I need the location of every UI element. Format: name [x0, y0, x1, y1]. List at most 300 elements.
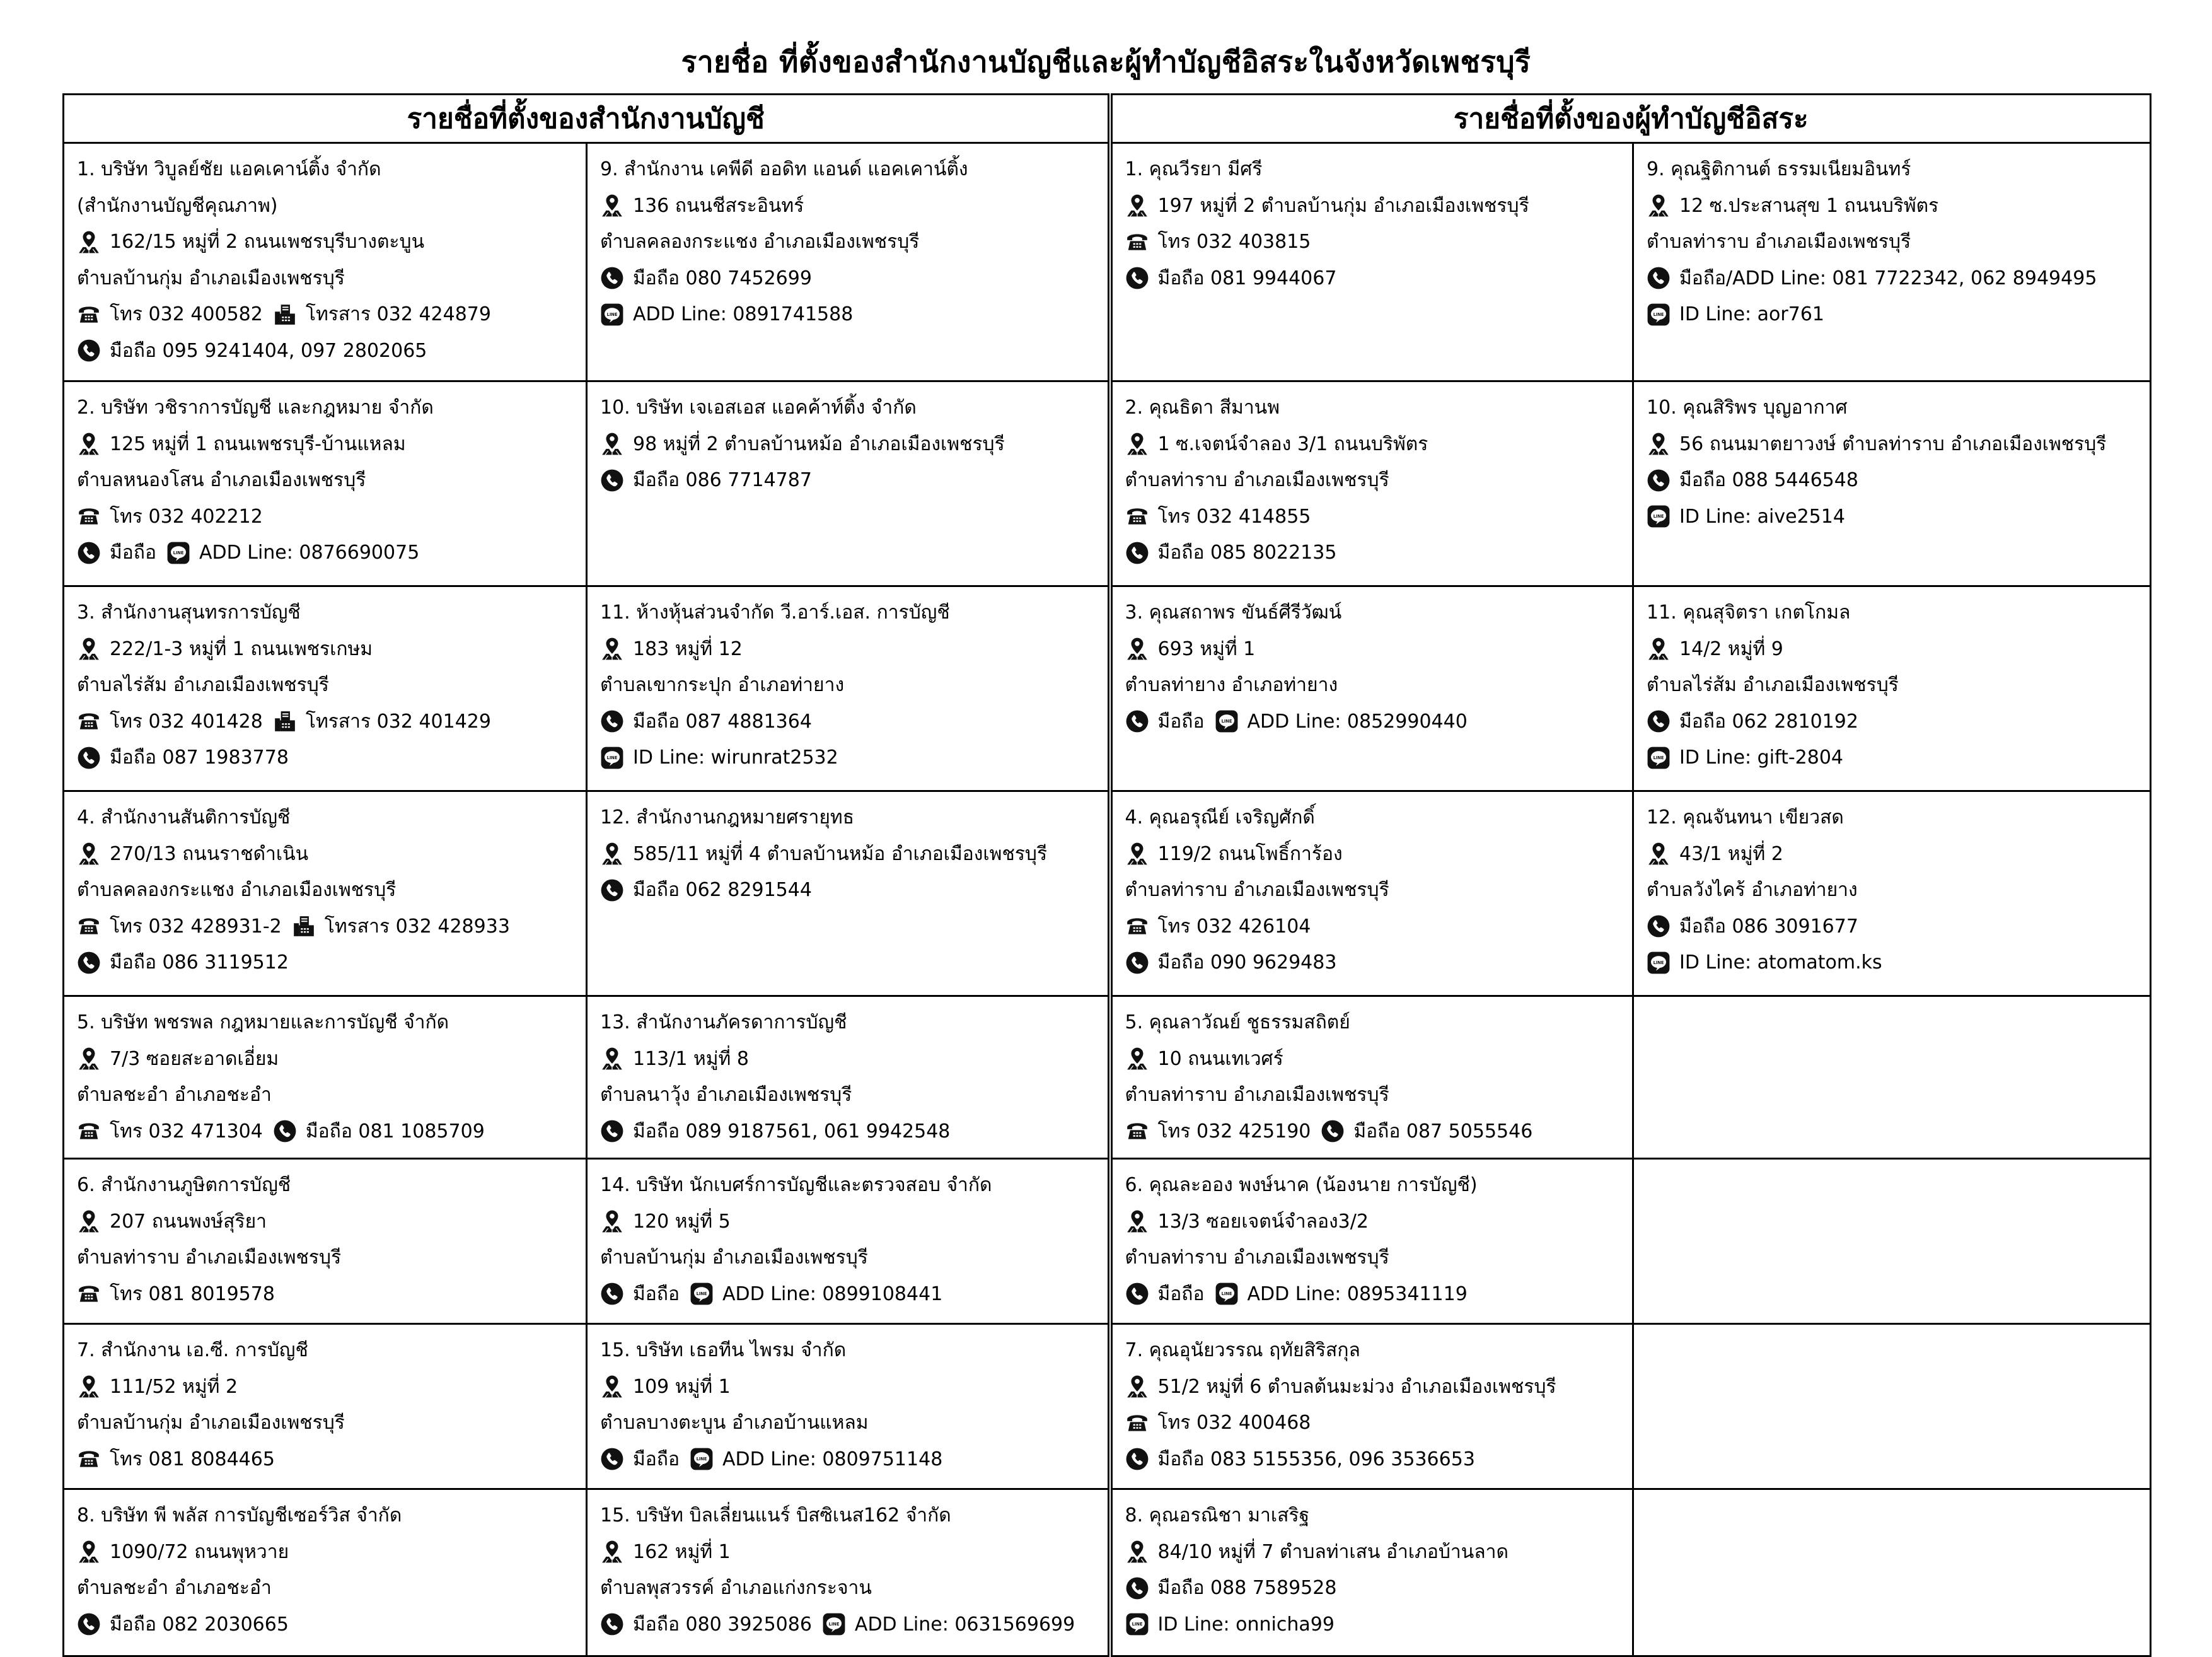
entry-text: มือถือ 095 9241404, 097 2802065 [110, 339, 427, 362]
mobile-icon [77, 339, 101, 363]
entry-text: 693 หมู่ที่ 1 [1157, 637, 1256, 660]
entry-text: ID Line: atomatom.ks [1679, 951, 1882, 974]
location-icon [1125, 1209, 1149, 1233]
entry-text: 2. บริษัท วชิราการบัญชี และกฎหมาย จำกัด [77, 397, 434, 419]
entry-detail [1125, 535, 1633, 571]
entry-name [77, 390, 586, 426]
entry-detail [1647, 188, 2150, 224]
entry-text: มือถือ/ADD Line: 081 7722342, 062 8949495 [1679, 267, 2097, 289]
entry-detail [600, 1113, 1108, 1150]
location-icon [600, 432, 624, 456]
entry-name [77, 1497, 586, 1534]
location-icon [77, 1540, 101, 1564]
table-cell [587, 996, 1110, 1159]
mobile-icon [1125, 951, 1149, 975]
entry-detail [600, 1204, 1108, 1240]
svg-text:LINE: LINE [696, 1291, 707, 1297]
entry-detail [77, 426, 586, 463]
entry-text: 2. คุณธิดา สีมานพ [1125, 397, 1280, 419]
entry-detail [77, 1534, 586, 1571]
entry-detail [1125, 1276, 1633, 1313]
mobile-icon [600, 266, 624, 290]
entry-detail [1125, 188, 1633, 224]
entry-detail [600, 188, 1108, 224]
entry-detail [600, 1077, 1108, 1113]
line-icon [1647, 746, 1671, 770]
entry-text: 14/2 หมู่ที่ 9 [1679, 637, 1783, 660]
entry-text: ID Line: gift-2804 [1679, 747, 1844, 769]
entry-detail [77, 224, 586, 260]
entry-text: ADD Line: 0809751148 [722, 1448, 943, 1470]
entry-detail [77, 1369, 586, 1405]
fax-icon [273, 709, 297, 733]
entry-text: 6. สำนักงานภูษิตการบัญชี [77, 1174, 291, 1196]
svg-text:LINE: LINE [1653, 755, 1664, 760]
svg-text:LINE: LINE [1221, 719, 1232, 724]
entry-text: โทร 032 403815 [1157, 231, 1311, 253]
table-cell [1110, 381, 1633, 586]
entry-detail [600, 1441, 1108, 1478]
phone-icon [77, 1119, 101, 1143]
entry-name [77, 799, 586, 836]
entry-detail [1647, 426, 2150, 463]
table-cell [64, 1159, 587, 1324]
entry-text: โทร 081 8084465 [110, 1448, 275, 1470]
phone-icon [77, 1282, 101, 1306]
entry-detail [1125, 1240, 1633, 1276]
location-icon [600, 1375, 624, 1398]
entry-detail [600, 426, 1108, 463]
table-cell [1633, 791, 2151, 996]
location-icon [1647, 842, 1671, 866]
entry-text: 15. บริษัท เธอทีน ไพรม จำกัด [600, 1339, 847, 1361]
entry-text: ตำบลท่ายาง อำเภอท่ายาง [1125, 674, 1338, 696]
phone-icon [77, 504, 101, 528]
svg-text:LINE: LINE [828, 1622, 840, 1627]
entry-detail [1125, 260, 1633, 297]
entry-detail [77, 740, 586, 776]
entry-text: มือถือ 087 1983778 [110, 747, 289, 769]
entry-detail [77, 1441, 586, 1478]
entry-detail [600, 1570, 1108, 1607]
location-icon [1647, 194, 1671, 218]
entry-name [600, 390, 1108, 426]
entry-text: ตำบลท่าราบ อำเภอเมืองเพชรบุรี [1125, 469, 1389, 491]
entry-text: โทรสาร 032 428933 [324, 915, 510, 938]
entry-text: ตำบลคลองกระแชง อำเภอเมืองเพชรบุรี [77, 879, 397, 901]
entry-text: ตำบลคลองกระแชง อำเภอเมืองเพชรบุรี [600, 231, 920, 253]
entry-detail [77, 1276, 586, 1313]
entry-detail [1125, 426, 1633, 463]
entry-text: 1. บริษัท วิบูลย์ชัย แอคเคาน์ติ้ง จำกัด [77, 158, 381, 180]
location-icon [1125, 842, 1149, 866]
entry-detail [1647, 296, 2150, 333]
entry-detail [1125, 224, 1633, 260]
entry-text: 3. สำนักงานสุนทรการบัญชี [77, 602, 301, 624]
location-icon [77, 230, 101, 254]
entry-detail [77, 296, 586, 333]
entry-detail [600, 1534, 1108, 1571]
mobile-icon [600, 878, 624, 902]
entry-text: ตำบลท่าราบ อำเภอเมืองเพชรบุรี [1125, 879, 1389, 901]
entry-detail [600, 631, 1108, 668]
phone-icon [77, 303, 101, 327]
entry-text: มือถือ [110, 542, 156, 564]
mobile-icon [77, 1612, 101, 1636]
entry-detail [1125, 1441, 1633, 1478]
entry-text: 12. คุณจันทนา เขียวสด [1647, 806, 1844, 828]
table-cell [1633, 996, 2151, 1159]
location-icon [1125, 637, 1149, 661]
svg-text:LINE: LINE [1653, 960, 1664, 965]
location-icon [600, 1540, 624, 1564]
line-icon [1647, 504, 1671, 528]
location-icon [77, 637, 101, 661]
entry-text: 7/3 ซอยสะอาดเอี่ยม [110, 1047, 279, 1070]
location-icon [1125, 1375, 1149, 1398]
entry-detail [1647, 836, 2150, 873]
entry-text: มือถือ 089 9187561, 061 9942548 [633, 1120, 951, 1142]
entry-text: ตำบลท่าราบ อำเภอเมืองเพชรบุรี [1125, 1247, 1389, 1269]
entry-text: มือถือ 088 7589528 [1157, 1577, 1337, 1599]
table-cell [587, 143, 1110, 381]
entry-detail [1125, 1369, 1633, 1405]
entry-text: 15. บริษัท บิลเลี่ยนแนร์ บิสซิเนส162 จำกัด [600, 1504, 951, 1526]
entry-detail [77, 945, 586, 981]
entry-text: 4. สำนักงานสันติการบัญชี [77, 806, 291, 828]
entry-name [600, 595, 1108, 631]
entry-name [1125, 595, 1633, 631]
svg-text:LINE: LINE [1653, 311, 1664, 317]
phone-icon [1125, 504, 1149, 528]
entry-detail [600, 740, 1108, 776]
entry-text: 6. คุณละออง พงษ์นาค (น้องนาย การบัญชี) [1125, 1174, 1478, 1196]
table-row [64, 143, 2151, 381]
table-cell [1633, 586, 2151, 791]
table-cell [1110, 1489, 1633, 1656]
entry-detail [77, 462, 586, 499]
location-icon [600, 842, 624, 866]
entry-detail [77, 260, 586, 297]
entry-name [1125, 1167, 1633, 1204]
entry-text: 8. บริษัท พี พลัส การบัญชีเซอร์วิส จำกัด [77, 1504, 402, 1526]
table-cell [64, 381, 587, 586]
location-icon [77, 432, 101, 456]
entry-detail [1125, 499, 1633, 535]
entry-detail [1647, 872, 2150, 909]
table-cell [1633, 1159, 2151, 1324]
entry-detail [1647, 224, 2150, 260]
entry-text: ตำบลพุสวรรค์ อำเภอแก่งกระจาน [600, 1577, 872, 1599]
entry-detail [1125, 945, 1633, 981]
entry-detail [1125, 1570, 1633, 1607]
line-icon [690, 1282, 714, 1306]
entry-text: มือถือ 082 2030665 [110, 1613, 289, 1636]
entry-text: 9. คุณฐิติกานต์ ธรรมเนียมอินทร์ [1647, 158, 1911, 180]
mobile-icon [77, 746, 101, 770]
entry-name [1125, 151, 1633, 188]
entry-name [77, 1167, 586, 1204]
entry-text: มือถือ 062 2810192 [1679, 710, 1858, 733]
entry-text: มือถือ [1157, 710, 1205, 733]
entry-text: ADD Line: 0891741588 [633, 303, 854, 325]
entry-detail [600, 1405, 1108, 1441]
entry-detail [1647, 704, 2150, 740]
entry-detail [77, 535, 586, 571]
entry-text: ADD Line: 0899108441 [722, 1282, 943, 1305]
entry-text: มือถือ [633, 1282, 680, 1305]
location-icon [77, 1047, 101, 1071]
table-cell [64, 791, 587, 996]
entry-detail [1125, 1405, 1633, 1441]
phone-icon [77, 914, 101, 938]
entry-text: ตำบลไร่ส้ม อำเภอเมืองเพชรบุรี [77, 674, 329, 696]
mobile-icon [1647, 914, 1671, 938]
location-icon [600, 1047, 624, 1071]
table-cell [587, 1159, 1110, 1324]
entry-text: มือถือ 087 5055546 [1353, 1120, 1533, 1142]
entry-detail [77, 704, 586, 740]
entry-text: 13. สำนักงานภัครดาการบัญชี [600, 1011, 847, 1033]
entry-detail [77, 1204, 586, 1240]
entry-text: ID Line: aive2514 [1679, 505, 1845, 528]
svg-text:LINE: LINE [173, 550, 184, 555]
fax-icon [292, 914, 316, 938]
page-title: รายชื่อ ที่ตั้งของสำนักงานบัญชีและผู้ทำบัญชีอิสระในจังหวัดเพชรบุรี [681, 45, 1531, 79]
entry-text: 3. คุณสถาพร ขันธ์ศีรีวัฒน์ [1125, 602, 1342, 624]
entry-text: 14. บริษัท นักเบศร์การบัญชีและตรวจสอบ จำกัด [600, 1174, 992, 1196]
mobile-icon [600, 1447, 624, 1471]
entry-text: 113/1 หมู่ที่ 8 [633, 1047, 749, 1070]
location-icon [600, 1209, 624, 1233]
mobile-icon [1647, 709, 1671, 733]
entry-detail [77, 631, 586, 668]
entry-text: โทร 032 401428 [110, 710, 263, 733]
entry-text: โทร 032 402212 [110, 505, 263, 528]
entry-name [1125, 799, 1633, 836]
entry-text: 1. คุณวีรยา มีศรี [1125, 158, 1263, 180]
entry-detail [1125, 667, 1633, 704]
location-icon [1125, 432, 1149, 456]
location-icon [1125, 1540, 1149, 1564]
entry-text: มือถือ [1157, 1282, 1205, 1305]
entry-detail [1125, 1077, 1633, 1113]
entry-text: 222/1-3 หมู่ที่ 1 ถนนเพชรเกษม [110, 637, 373, 660]
entry-name [600, 1332, 1108, 1369]
entry-detail [600, 872, 1108, 909]
phone-icon [77, 1447, 101, 1471]
entry-text: มือถือ 085 8022135 [1157, 542, 1337, 564]
fax-icon [273, 303, 297, 327]
entry-text: มือถือ 081 9944067 [1157, 267, 1337, 289]
entry-detail [77, 1570, 586, 1607]
entry-text: ตำบลชะอำ อำเภอชะอำ [77, 1084, 272, 1106]
entry-text: 9. สำนักงาน เคพีดี ออดิท แอนด์ แอคเคาน์ติ้ง [600, 158, 968, 180]
entry-detail [1647, 631, 2150, 668]
entry-text: โทร 032 426104 [1157, 915, 1311, 938]
entry-text: ADD Line: 0852990440 [1247, 710, 1468, 733]
entry-name [600, 1497, 1108, 1534]
svg-text:LINE: LINE [1132, 1622, 1142, 1627]
entry-name [77, 1332, 586, 1369]
mobile-icon [1125, 1576, 1149, 1600]
mobile-icon [77, 951, 101, 975]
entry-text: ตำบลนาวุ้ง อำเภอเมืองเพชรบุรี [600, 1084, 852, 1106]
entry-text: ตำบลชะอำ อำเภอชะอำ [77, 1577, 272, 1599]
entry-text: มือถือ 090 9629483 [1157, 951, 1337, 974]
entry-text: 98 หมู่ที่ 2 ตำบลบ้านหม้อ อำเภอเมืองเพชรบุรี [633, 433, 1005, 455]
entry-text: ตำบลท่าราบ อำเภอเมืองเพชรบุรี [1125, 1084, 1389, 1106]
mobile-icon [600, 709, 624, 733]
entry-name [600, 151, 1108, 188]
entry-detail [1125, 836, 1633, 873]
entry-text: ADD Line: 0895341119 [1247, 1282, 1468, 1305]
entry-text: 5. คุณลาวัณย์ ชูธรรมสถิตย์ [1125, 1011, 1350, 1033]
mobile-icon [1125, 1282, 1149, 1306]
entry-detail [77, 872, 586, 909]
entry-text: ตำบลไร่ส้ม อำเภอเมืองเพชรบุรี [1647, 674, 1899, 696]
entry-text: โทรสาร 032 401429 [305, 710, 491, 733]
entry-text: 120 หมู่ที่ 5 [633, 1210, 731, 1233]
location-icon [1647, 432, 1671, 456]
entry-text: ADD Line: 0876690075 [199, 542, 420, 564]
entry-text: 12 ซ.ประสานสุข 1 ถนนบริพัตร [1679, 194, 1939, 217]
location-icon [77, 1209, 101, 1233]
entry-text: มือถือ 088 5446548 [1679, 469, 1858, 491]
table-cell [64, 586, 587, 791]
mobile-icon [1647, 266, 1671, 290]
entry-name [1125, 1004, 1633, 1041]
entry-text: 136 ถนนชีสระอินทร์ [633, 194, 804, 217]
entry-text: ตำบลบ้านกุ่ม อำเภอเมืองเพชรบุรี [77, 1412, 345, 1434]
entry-detail [600, 836, 1108, 873]
entry-detail [77, 1607, 586, 1643]
entry-detail [1125, 1607, 1633, 1643]
table-cell [1633, 381, 2151, 586]
entry-text: (สำนักงานบัญชีคุณภาพ) [77, 194, 278, 217]
entry-text: 10 ถนนเทเวศร์ [1157, 1047, 1283, 1070]
entry-text: โทร 032 414855 [1157, 505, 1311, 528]
svg-text:LINE: LINE [606, 311, 618, 317]
entry-text: 585/11 หมู่ที่ 4 ตำบลบ้านหม้อ อำเภอเมืองเพชรบุรี [633, 842, 1048, 865]
entry-text: 125 หมู่ที่ 1 ถนนเพชรบุรี-บ้านแหลม [110, 433, 406, 455]
entry-name [1647, 799, 2150, 836]
entry-text: ตำบลบ้านกุ่ม อำเภอเมืองเพชรบุรี [600, 1247, 868, 1269]
entry-detail [77, 1405, 586, 1441]
table-cell [1110, 791, 1633, 996]
directory-table [62, 93, 2151, 1657]
entry-detail [600, 1276, 1108, 1313]
table-cell [1110, 1159, 1633, 1324]
line-icon [166, 541, 190, 565]
entry-text: โทร 081 8019578 [110, 1282, 275, 1305]
phone-icon [1125, 914, 1149, 938]
phone-icon [1125, 230, 1149, 254]
entry-text: 4. คุณอรุณีย์ เจริญศักดิ์ [1125, 806, 1315, 828]
entry-detail [1647, 740, 2150, 776]
location-icon [77, 1375, 101, 1398]
phone-icon [1125, 1411, 1149, 1435]
phone-icon [77, 709, 101, 733]
entry-text: 270/13 ถนนราชดำเนิน [110, 842, 309, 865]
entry-text: โทร 032 400582 [110, 303, 263, 325]
location-icon [77, 842, 101, 866]
entry-name [600, 1167, 1108, 1204]
line-icon [1647, 303, 1671, 327]
entry-detail [1647, 260, 2150, 297]
entry-name [1125, 390, 1633, 426]
entry-text: 13/3 ซอยเจตน์จำลอง3/2 [1157, 1210, 1369, 1233]
entry-detail [77, 836, 586, 873]
table-row [64, 1489, 2151, 1656]
table-cell [587, 791, 1110, 996]
line-icon [1215, 1282, 1239, 1306]
entry-text: 1 ซ.เจตน์จำลอง 3/1 ถนนบริพัตร [1157, 433, 1428, 455]
entry-text: มือถือ 087 4881364 [633, 710, 812, 733]
entry-text: 11. ห้างหุ้นส่วนจำกัด วี.อาร์.เอส. การบัญชี [600, 602, 950, 624]
entry-text: 51/2 หมู่ที่ 6 ตำบลต้นมะม่วง อำเภอเมืองเพชรบุรี [1157, 1375, 1556, 1398]
location-icon [600, 637, 624, 661]
line-icon [822, 1612, 846, 1636]
entry-text: 7. คุณอุนัยวรรณ ฤทัยสิริสกุล [1125, 1339, 1360, 1361]
entry-name [1647, 595, 2150, 631]
mobile-icon [1125, 541, 1149, 565]
entry-detail [1125, 872, 1633, 909]
line-icon [1125, 1612, 1149, 1636]
table-row [64, 586, 2151, 791]
entry-text: 84/10 หมู่ที่ 7 ตำบลท่าเสน อำเภอบ้านลาด [1157, 1540, 1508, 1563]
entry-text: 207 ถนนพงษ์สุริยา [110, 1210, 267, 1233]
entry-detail [77, 188, 586, 224]
table-cell [1633, 143, 2151, 381]
entry-detail [1125, 909, 1633, 945]
entry-text: ตำบลเขากระปุก อำเภอท่ายาง [600, 674, 845, 696]
entry-text: มือถือ 083 5155356, 096 3536653 [1157, 1448, 1475, 1470]
entry-detail [77, 333, 586, 369]
entry-detail [1647, 499, 2150, 535]
entry-text: 162/15 หมู่ที่ 2 ถนนเพชรบุรีบางตะบูน [110, 231, 425, 253]
entry-text: 11. คุณสุจิตรา เกตโกมล [1647, 602, 1851, 624]
entry-detail [77, 1240, 586, 1276]
table-row [64, 1159, 2151, 1324]
entry-detail [77, 1113, 586, 1150]
entry-text: มือถือ 086 3119512 [110, 951, 289, 974]
entry-detail [1125, 631, 1633, 668]
entry-text: 162 หมู่ที่ 1 [633, 1540, 731, 1563]
entry-text: มือถือ 086 7714787 [633, 469, 812, 491]
entry-name [600, 799, 1108, 836]
mobile-icon [273, 1119, 297, 1143]
table-cell [1110, 586, 1633, 791]
entry-text: 12. สำนักงานกฎหมายศรายุทธ [600, 806, 855, 828]
entry-detail [1647, 667, 2150, 704]
mobile-icon [1125, 266, 1149, 290]
mobile-icon [1647, 468, 1671, 492]
entry-text: 183 หมู่ที่ 12 [633, 637, 743, 660]
entry-text: มือถือ 081 1085709 [305, 1120, 485, 1142]
entry-text: 109 หมู่ที่ 1 [633, 1375, 731, 1398]
entry-detail [1125, 704, 1633, 740]
svg-text:LINE: LINE [1221, 1291, 1232, 1297]
entry-detail [77, 1041, 586, 1078]
table-cell [1633, 1324, 2151, 1489]
phone-icon [1125, 1119, 1149, 1143]
entry-detail [1647, 945, 2150, 981]
entry-text: 10. คุณสิริพร บุญอากาศ [1647, 397, 1848, 419]
line-icon [1215, 709, 1239, 733]
entry-text: 43/1 หมู่ที่ 2 [1679, 842, 1783, 865]
entry-detail [600, 296, 1108, 333]
